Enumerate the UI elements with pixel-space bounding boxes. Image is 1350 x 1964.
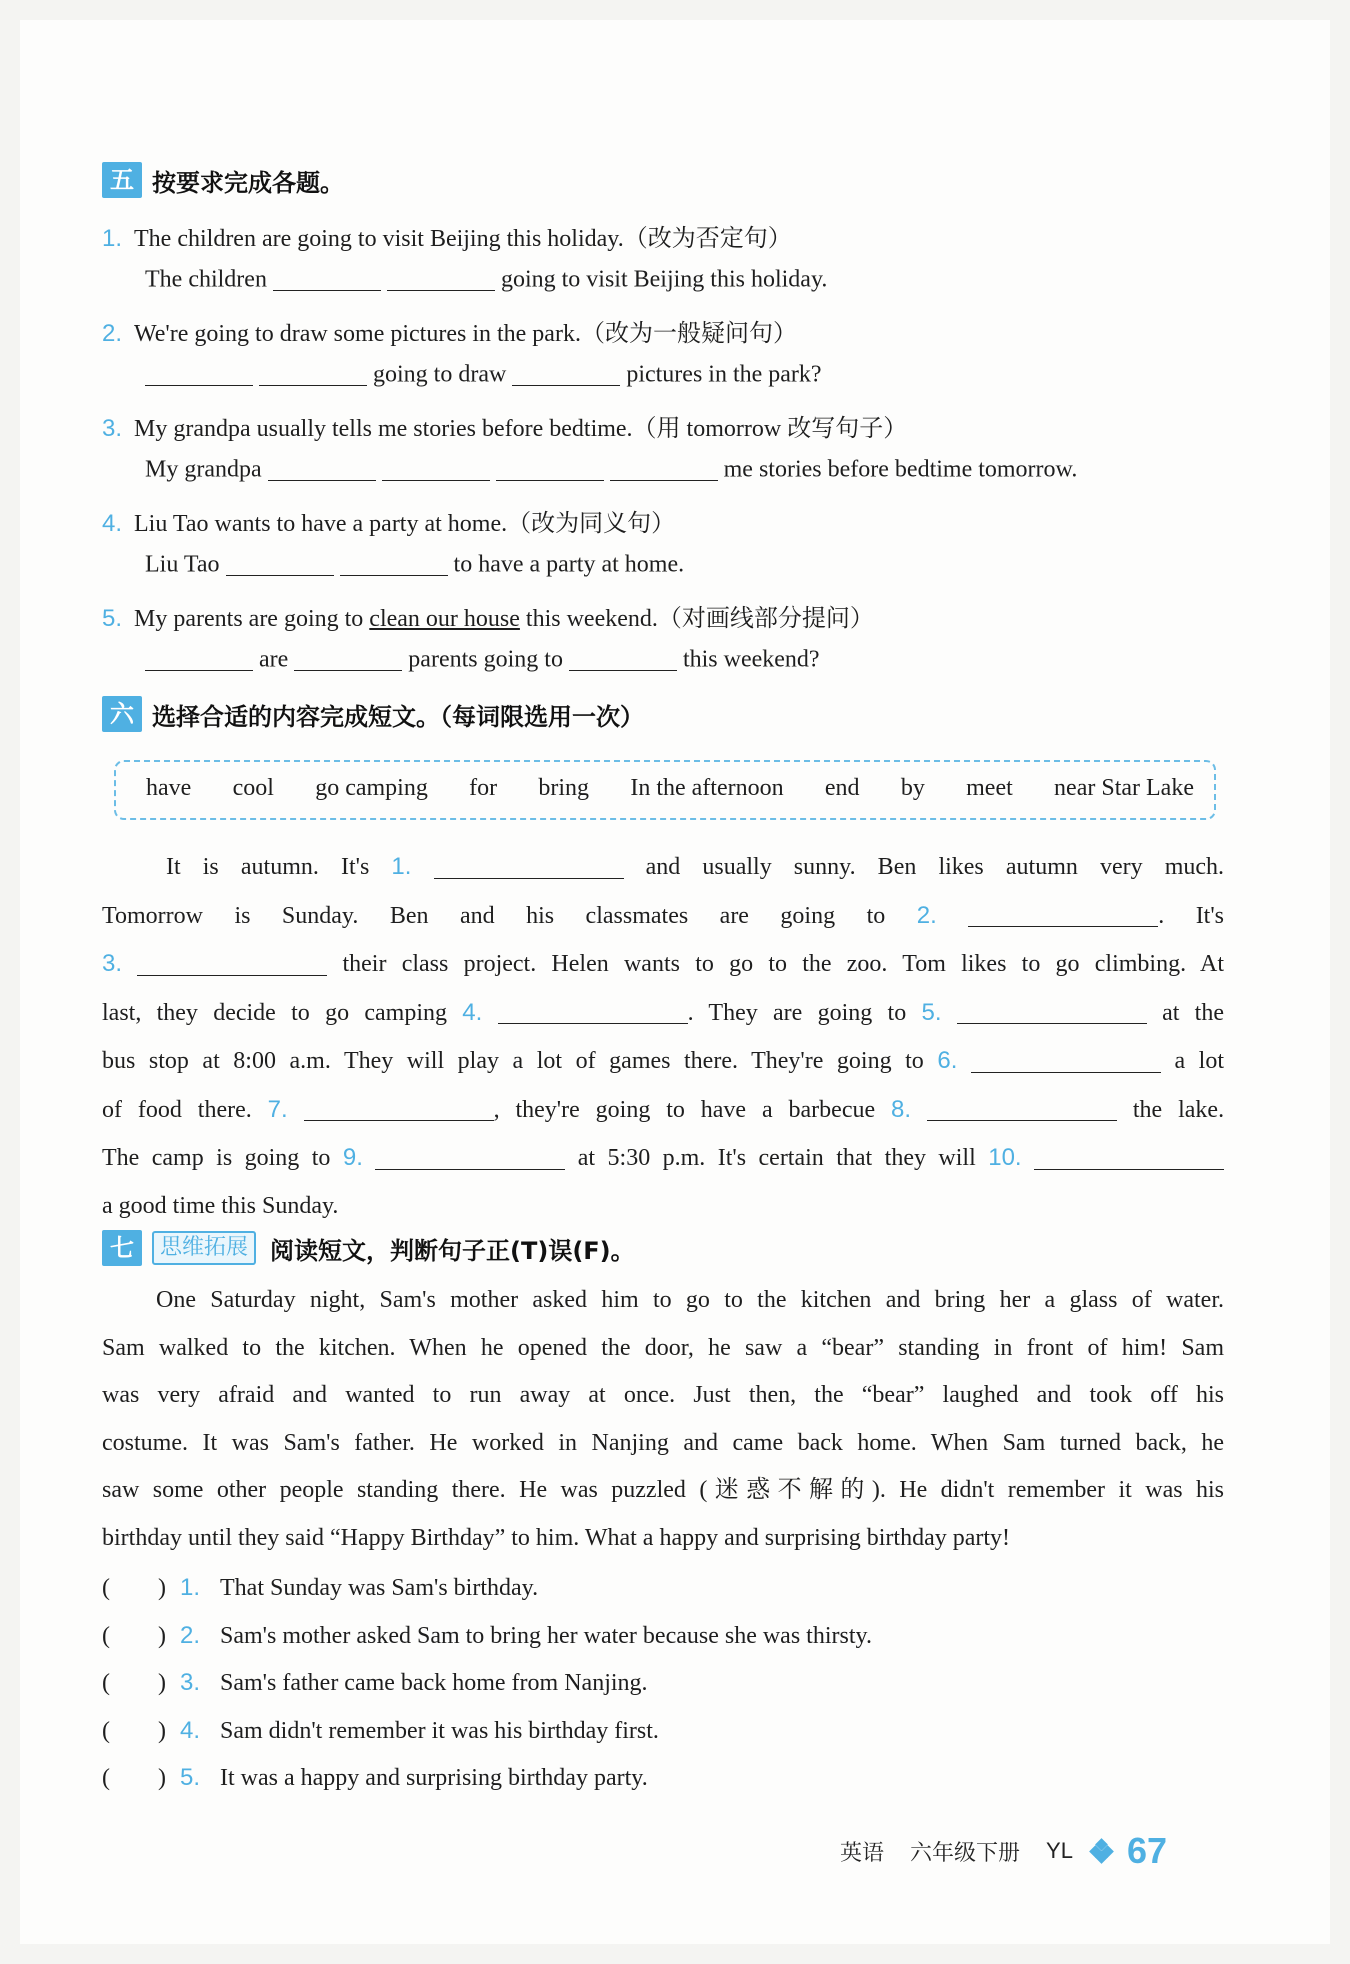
question-5-1 bbox=[102, 218, 792, 253]
passage-line: birthday until they said “Happy Birthday” to him. What a happy and surprising birthday party! bbox=[102, 1524, 1011, 1551]
answer-blank[interactable] bbox=[273, 265, 381, 291]
word-bank-item: near Star Lake bbox=[1054, 775, 1194, 801]
passage-text: the lake. bbox=[1132, 1096, 1225, 1123]
answer-text: are bbox=[259, 646, 289, 673]
true-false-item bbox=[102, 1757, 648, 1792]
passage-text: , they're going to have a barbecue bbox=[493, 1096, 876, 1123]
passage-line: costume. It was Sam's father. He worked in Nanjing and came back home. When Sam turned back, he bbox=[102, 1429, 1224, 1456]
passage-text: and usually sunny. Ben likes autumn very much. bbox=[645, 854, 1225, 880]
word-bank-item: have bbox=[146, 775, 192, 801]
section-badge: 六 bbox=[102, 696, 142, 732]
passage-text: It is autumn. It's bbox=[166, 854, 370, 880]
word-bank-list bbox=[146, 775, 1194, 802]
word-bank-item: by bbox=[900, 775, 925, 801]
item-text: Sam's mother asked Sam to bring her water because she was thirsty. bbox=[220, 1622, 872, 1649]
answer-parentheses[interactable]: ( ) bbox=[102, 1717, 166, 1744]
word-bank bbox=[114, 760, 1216, 820]
section-badge: 七 bbox=[102, 1230, 142, 1266]
cloze-blank[interactable] bbox=[1034, 1144, 1224, 1170]
passage-line bbox=[102, 989, 1224, 1038]
passage-text: a good time this Sunday. bbox=[102, 1192, 339, 1219]
answer-text: to have a party at home. bbox=[453, 551, 685, 578]
footer-subject: 英语 bbox=[840, 1840, 885, 1866]
passage-line: saw some other people standing there. He was puzzled (迷惑不解的). He didn't remember it was his bbox=[102, 1477, 1224, 1503]
true-false-item bbox=[102, 1710, 659, 1745]
blank-number: 6. bbox=[937, 1047, 958, 1074]
item-number: 1. bbox=[180, 1574, 201, 1601]
answer-parentheses[interactable]: ( ) bbox=[102, 1575, 166, 1601]
item-number: 5. bbox=[180, 1764, 201, 1791]
answer-blank[interactable] bbox=[340, 550, 448, 576]
section-7-heading bbox=[102, 1230, 635, 1266]
cloze-passage bbox=[102, 843, 1224, 1230]
section-6-heading bbox=[102, 696, 644, 732]
passage-text: at the bbox=[1162, 999, 1224, 1026]
item-text: That Sunday was Sam's birthday. bbox=[220, 1575, 539, 1601]
answer-blank[interactable] bbox=[268, 455, 376, 481]
passage-text: a lot bbox=[1174, 1048, 1225, 1074]
cloze-blank[interactable] bbox=[137, 950, 327, 976]
answer-text: me stories before bedtime tomorrow. bbox=[723, 456, 1078, 483]
section-badge: 五 bbox=[102, 162, 142, 198]
answer-blank[interactable] bbox=[569, 645, 677, 671]
cloze-blank[interactable] bbox=[498, 998, 688, 1024]
true-false-item bbox=[102, 1662, 648, 1697]
question-text: My grandpa usually tells me stories before bedtime.（用 tomorrow 改写句子） bbox=[134, 416, 908, 442]
passage-text: The camp is going to bbox=[102, 1145, 331, 1171]
footer-grade: 六年级下册 bbox=[910, 1840, 1021, 1866]
diamond-icon bbox=[1091, 1840, 1113, 1862]
section-5-heading bbox=[102, 162, 344, 198]
word-bank-item: cool bbox=[232, 775, 274, 801]
blank-number: 10. bbox=[988, 1144, 1022, 1171]
answer-blank[interactable] bbox=[145, 360, 253, 386]
answer-blank[interactable] bbox=[387, 265, 495, 291]
cloze-blank[interactable] bbox=[971, 1047, 1161, 1073]
blank-number: 9. bbox=[342, 1144, 363, 1171]
question-number: 3. bbox=[102, 415, 123, 442]
passage-text: last, they decide to go camping bbox=[102, 999, 447, 1026]
word-bank-item: end bbox=[824, 775, 860, 801]
passage-text: at 5:30 p.m. It's certain that they will bbox=[577, 1145, 976, 1171]
passage-line bbox=[102, 892, 1224, 941]
question-number: 1. bbox=[102, 225, 123, 252]
answer-text: Liu Tao bbox=[145, 551, 220, 578]
answer-5-5 bbox=[145, 645, 820, 673]
question-5-2 bbox=[102, 313, 797, 348]
word-bank-item: In the afternoon bbox=[630, 775, 784, 801]
item-number: 4. bbox=[180, 1716, 201, 1744]
passage-line: was very afraid and wanted to run away at once. Just then, the “bear” laughed and took off his bbox=[102, 1382, 1224, 1408]
answer-text: My grandpa bbox=[145, 456, 262, 483]
cloze-blank[interactable] bbox=[927, 1095, 1117, 1121]
answer-blank[interactable] bbox=[512, 360, 620, 386]
page-footer bbox=[840, 1830, 1167, 1872]
question-number: 2. bbox=[102, 320, 123, 347]
question-text: We're going to draw some pictures in the park.（改为一般疑问句） bbox=[134, 321, 797, 347]
passage-text: Tomorrow is Sunday. Ben and his classmates are going to bbox=[102, 902, 886, 929]
answer-text: parents going to bbox=[408, 646, 563, 673]
answer-5-4 bbox=[145, 550, 684, 578]
word-bank-item: go camping bbox=[315, 775, 428, 801]
footer-edition: YL bbox=[1046, 1838, 1073, 1863]
passage-line bbox=[102, 1183, 1224, 1231]
answer-5-2 bbox=[145, 360, 822, 388]
word-bank-item: meet bbox=[966, 775, 1013, 801]
underlined-phrase: clean our house bbox=[369, 606, 520, 632]
question-text: Liu Tao wants to have a party at home.（改为同义句） bbox=[134, 511, 676, 537]
word-bank-item: bring bbox=[538, 775, 590, 801]
blank-number: 5. bbox=[921, 998, 942, 1026]
blank-number: 4. bbox=[462, 998, 483, 1026]
answer-blank[interactable] bbox=[226, 550, 334, 576]
answer-blank[interactable] bbox=[145, 645, 253, 671]
answer-blank[interactable] bbox=[382, 455, 490, 481]
passage-text: . It's bbox=[1158, 902, 1225, 929]
answer-text: pictures in the park? bbox=[626, 361, 822, 388]
answer-text: going to draw bbox=[373, 361, 507, 388]
true-false-item bbox=[102, 1567, 538, 1602]
question-text: My parents are going to bbox=[134, 606, 370, 632]
cloze-blank[interactable] bbox=[968, 901, 1158, 927]
answer-5-3 bbox=[145, 455, 1077, 483]
passage-line: Sam walked to the kitchen. When he opened the door, he saw a “bear” standing in front of him! Sam bbox=[102, 1334, 1224, 1361]
question-5-5 bbox=[102, 598, 874, 633]
passage-text: . They are going to bbox=[687, 999, 907, 1026]
question-5-4 bbox=[102, 503, 675, 538]
answer-blank[interactable] bbox=[259, 360, 367, 386]
word-bank-item: for bbox=[469, 775, 498, 801]
item-number: 3. bbox=[180, 1669, 201, 1696]
answer-blank[interactable] bbox=[496, 455, 604, 481]
section-title: 阅读短文，判断句子正(T)误(F)。 bbox=[270, 1236, 635, 1265]
answer-blank[interactable] bbox=[610, 455, 718, 481]
question-5-3 bbox=[102, 408, 907, 443]
reading-passage bbox=[102, 1277, 1224, 1562]
blank-number: 7. bbox=[267, 1095, 288, 1123]
passage-text: bus stop at 8:00 a.m. They will play a lot of games there. They're going to bbox=[102, 1048, 924, 1074]
item-number: 2. bbox=[180, 1621, 201, 1649]
true-false-item bbox=[102, 1615, 872, 1650]
answer-parentheses[interactable]: ( ) bbox=[102, 1765, 166, 1791]
answer-text: this weekend? bbox=[682, 646, 820, 673]
cloze-blank[interactable] bbox=[304, 1095, 494, 1121]
question-number: 4. bbox=[102, 510, 123, 537]
blank-number: 1. bbox=[391, 853, 412, 880]
passage-line bbox=[102, 843, 1224, 892]
page-number: 67 bbox=[1126, 1830, 1167, 1871]
blank-number: 3. bbox=[102, 950, 123, 977]
answer-text: The children bbox=[145, 266, 267, 293]
section-title: 按要求完成各题。 bbox=[152, 168, 344, 197]
cloze-blank[interactable] bbox=[957, 998, 1147, 1024]
answer-text: going to visit Beijing this holiday. bbox=[500, 266, 828, 293]
passage-line bbox=[102, 1134, 1224, 1183]
question-text: The children are going to visit Beijing this holiday.（改为否定句） bbox=[134, 226, 792, 252]
section-title: 选择合适的内容完成短文。（每词限选用一次） bbox=[152, 702, 644, 731]
passage-text: their class project. Helen wants to go to the zoo. Tom likes to go climbing. At bbox=[342, 951, 1225, 977]
blank-number: 2. bbox=[916, 901, 937, 929]
section-tag: 思维拓展 bbox=[152, 1231, 256, 1265]
item-text: It was a happy and surprising birthday party. bbox=[220, 1765, 648, 1791]
answer-parentheses[interactable]: ( ) bbox=[102, 1622, 166, 1649]
answer-parentheses[interactable]: ( ) bbox=[102, 1670, 166, 1696]
cloze-blank[interactable] bbox=[434, 853, 624, 879]
question-number: 5. bbox=[102, 605, 123, 632]
passage-line bbox=[102, 1037, 1224, 1086]
item-text: Sam didn't remember it was his birthday first. bbox=[220, 1717, 659, 1744]
blank-number: 8. bbox=[891, 1095, 912, 1123]
question-text: this weekend.（对画线部分提问） bbox=[519, 606, 874, 632]
passage-text: of food there. bbox=[102, 1096, 252, 1123]
passage-line bbox=[102, 940, 1224, 989]
answer-blank[interactable] bbox=[294, 645, 402, 671]
passage-line bbox=[102, 1086, 1224, 1135]
passage-line: One Saturday night, Sam's mother asked him to go to the kitchen and bring her a glass of water. bbox=[156, 1287, 1224, 1313]
cloze-blank[interactable] bbox=[375, 1144, 565, 1170]
item-text: Sam's father came back home from Nanjing. bbox=[220, 1670, 648, 1696]
answer-5-1 bbox=[145, 265, 827, 293]
